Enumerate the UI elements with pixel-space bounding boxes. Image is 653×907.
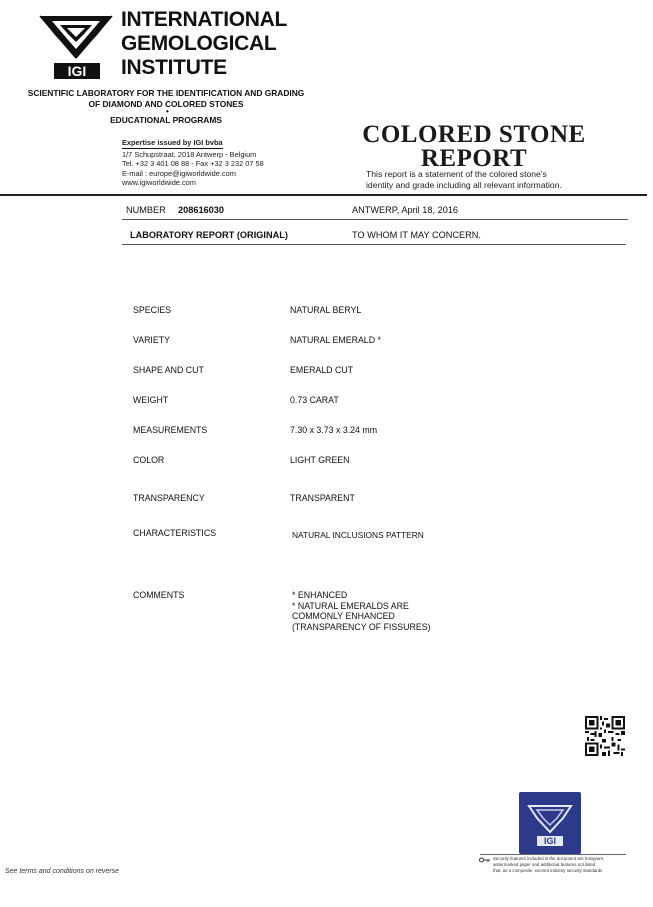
shape-cut-value: EMERALD CUT: [290, 365, 354, 375]
header-divider: [0, 194, 647, 196]
institute-name-line: INSTITUTE: [121, 56, 227, 79]
igi-logo-icon: [34, 10, 118, 84]
meta-divider-2: [122, 244, 626, 245]
meta-divider-1: [122, 219, 628, 220]
transparency-value: TRANSPARENT: [290, 493, 355, 503]
seal-mark: IGI: [543, 836, 557, 846]
issuer-email: E-mail : europe@igiworldwide.com: [122, 168, 236, 178]
addressee: TO WHOM IT MAY CONCERN.: [352, 230, 481, 240]
characteristics-label: CHARACTERISTICS: [133, 528, 217, 538]
tagline-line-2: OF DIAMOND AND COLORED STONES: [88, 99, 244, 109]
institute-name: [121, 8, 287, 80]
comment-line: COMMONLY ENHANCED: [292, 611, 395, 621]
report-title-line-2: REPORT: [420, 145, 528, 172]
report-title-line-1: COLORED STONE: [362, 121, 586, 148]
issuer-block: [122, 138, 264, 188]
weight-value: 0.73 CARAT: [290, 395, 339, 405]
tagline-line-3: EDUCATIONAL PROGRAMS: [110, 115, 222, 125]
report-title: [330, 123, 618, 171]
qr-code-icon: [585, 716, 625, 756]
shape-cut-label: SHAPE AND CUT: [133, 365, 204, 375]
issuer-title: Expertise issued by IGI bvba: [122, 138, 223, 147]
tagline-line-1: SCIENTIFIC LABORATORY FOR THE IDENTIFICATION AND GRADING: [27, 88, 305, 98]
comment-line: (TRANSPARENCY OF FISSURES): [292, 621, 431, 632]
security-line-3: that, as a composite, exceed industry security standards: [493, 868, 603, 873]
variety-value: NATURAL EMERALD *: [290, 335, 381, 345]
characteristics-value: NATURAL INCLUSIONS PATTERN: [292, 530, 424, 540]
institute-name-line: INTERNATIONAL: [121, 8, 288, 31]
issuer-web: www.igiworldwide.com: [122, 178, 196, 188]
security-notice: [493, 856, 604, 874]
security-divider: [480, 854, 626, 855]
security-line-1: Security features included in the document are hologram,: [493, 856, 605, 861]
issuer-phone: Tel. +32 3 401 08 88 - Fax +32 3 232 07 58: [122, 159, 264, 169]
species-label: SPECIES: [133, 305, 172, 315]
report-number: 208616030: [178, 205, 224, 215]
report-desc-line-2: identity and grade including all relevant information.: [366, 180, 562, 190]
color-label: COLOR: [133, 455, 165, 465]
report-description: [366, 169, 562, 191]
place-date: ANTWERP, April 18, 2016: [352, 205, 459, 215]
report-type: LABORATORY REPORT (ORIGINAL): [130, 230, 288, 240]
security-line-2: watermarked paper and additional features not listed: [493, 862, 596, 867]
measurements-value: 7.30 x 3.73 x 3.24 mm: [290, 425, 378, 435]
institute-name-line: GEMOLOGICAL: [121, 32, 277, 55]
terms-note: See terms and conditions on reverse: [5, 868, 120, 875]
color-value: LIGHT GREEN: [290, 455, 350, 465]
variety-label: VARIETY: [133, 335, 170, 345]
transparency-label: TRANSPARENCY: [133, 493, 205, 503]
species-value: NATURAL BERYL: [290, 305, 362, 315]
weight-label: WEIGHT: [133, 395, 169, 405]
comment-line: * ENHANCED: [292, 590, 348, 600]
number-label: NUMBER: [126, 205, 166, 215]
report-desc-line-1: This report is a statement of the colored stone's: [366, 169, 547, 179]
comments-label: COMMENTS: [133, 590, 185, 600]
issuer-address: 1/7 Schupstraat, 2018 Antwerp - Belgium: [122, 149, 257, 159]
igi-hologram-seal-icon: [519, 792, 581, 854]
key-icon: [479, 857, 491, 863]
tagline-bullet: •: [166, 107, 169, 116]
measurements-label: MEASUREMENTS: [133, 425, 208, 435]
logo-mark: IGI: [67, 63, 87, 79]
comment-line: * NATURAL EMERALDS ARE: [292, 600, 409, 611]
comments-value: [292, 590, 431, 632]
